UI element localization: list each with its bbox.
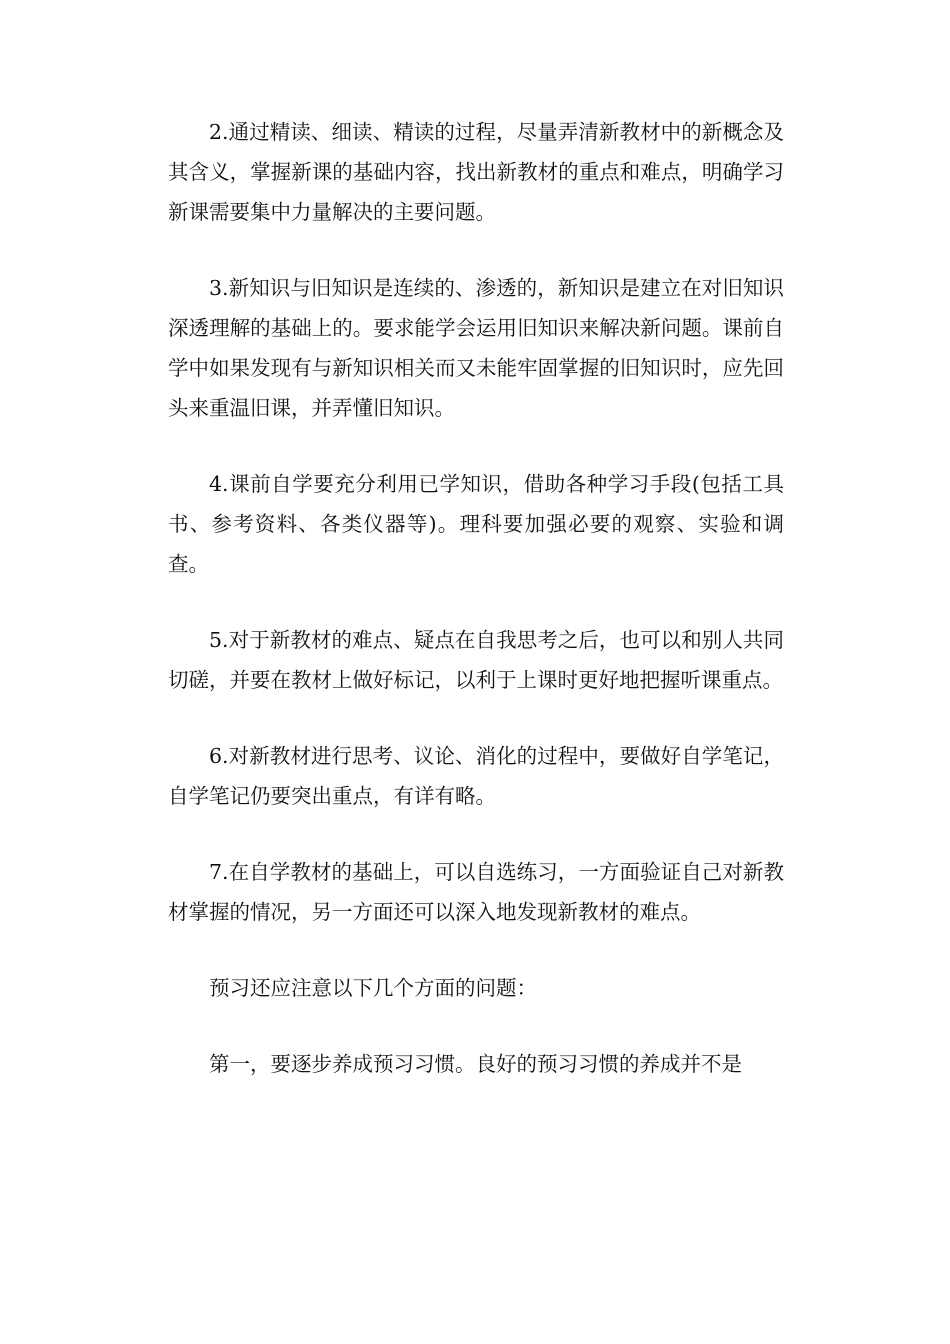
paragraph-notes-intro: 预习还应注意以下几个方面的问题： (209, 976, 537, 1000)
paragraph-tip-3: 3.新知识与旧知识是连续的、渗透的，新知识是建立在对旧知识深透理解的基础上的。要求能学会运用旧知识来解决新问题。课前自学中如果发现有与新知识相关而又未能牢固掌握的旧知识时，应先回头来重温旧课，并弄懂旧知识。 (168, 276, 784, 420)
document-page (168, 112, 784, 1084)
paragraph-note-first: 第一，要逐步养成预习习惯。良好的预习习惯的养成并不是 (209, 1052, 742, 1076)
paragraph-tip-5: 5.对于新教材的难点、疑点在自我思考之后，也可以和别人共同切磋，并要在教材上做好标记，以利于上课时更好地把握听课重点。 (168, 628, 784, 692)
paragraph-tip-4: 4.课前自学要充分利用已学知识，借助各种学习手段(包括工具书、参考资料、各类仪器等)。理科要加强必要的观察、实验和调查。 (168, 472, 784, 576)
paragraph-tip-2: 2.通过精读、细读、精读的过程，尽量弄清新教材中的新概念及其含义，掌握新课的基础内容，找出新教材的重点和难点，明确学习新课需要集中力量解决的主要问题。 (168, 120, 784, 224)
paragraph-tip-6: 6.对新教材进行思考、议论、消化的过程中，要做好自学笔记，自学笔记仍要突出重点，有详有略。 (168, 744, 784, 808)
paragraph-tip-7: 7.在自学教材的基础上，可以自选练习，一方面验证自己对新教材掌握的情况，另一方面还可以深入地发现新教材的难点。 (168, 860, 784, 924)
